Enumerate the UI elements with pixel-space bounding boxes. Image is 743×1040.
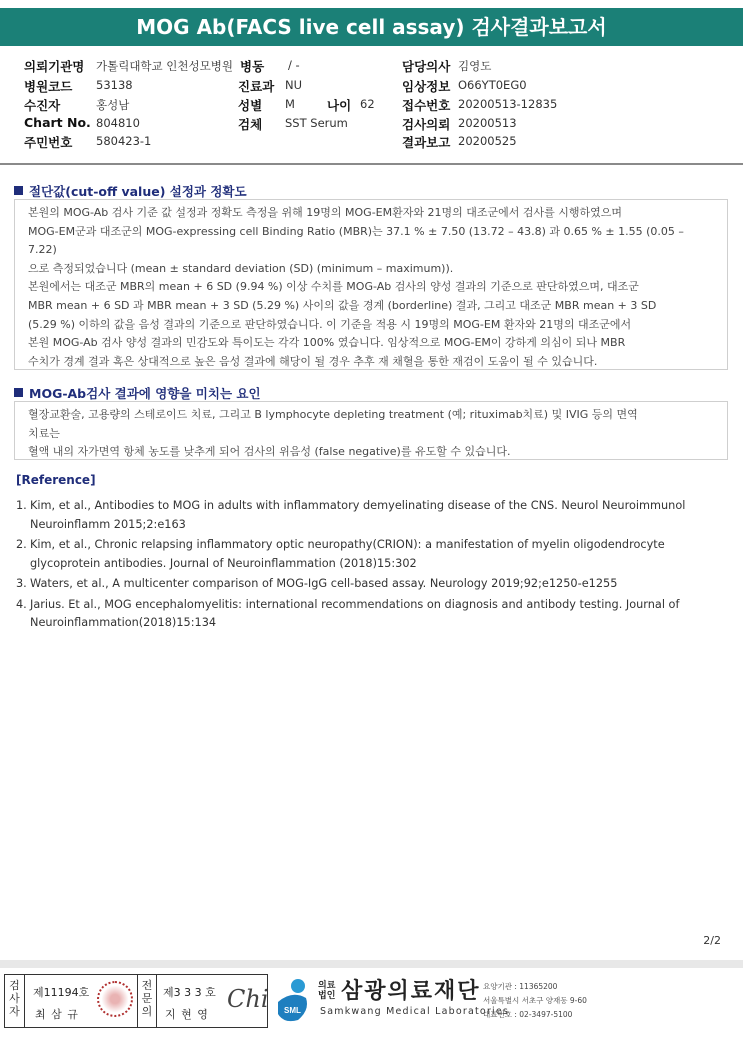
info-label: 진료과 <box>238 79 275 94</box>
square-bullet-icon <box>14 186 23 195</box>
logo-text: SML <box>284 1006 301 1015</box>
reference-text: Kim, et al., Chronic relapsing inflammatory optic neuropathy(CRION): a manifestation of myelin oligodendrocyte <box>30 538 665 551</box>
info-value: 홍성남 <box>96 98 130 112</box>
section-heading-text: 절단값(cut-off value) 설정과 정확도 <box>29 184 247 199</box>
info-value: M <box>285 97 295 111</box>
section-factors-heading <box>14 384 261 402</box>
info-label: 주민번호 <box>24 135 73 150</box>
section-factors-body <box>14 401 728 460</box>
square-bullet-icon <box>14 388 23 397</box>
org-info-line: 대표번호 : 02-3497-5100 <box>483 1010 573 1019</box>
reference-text: Kim, et al., Antibodies to MOG in adults with inflammatory demyelinating disease of the CNS. Neurol Neuroimmunol <box>30 499 686 512</box>
reference-number: 1. <box>16 499 27 512</box>
org-name: 삼광의료재단 <box>341 979 481 1004</box>
reference-number: 2. <box>16 538 27 551</box>
body-line: 본원 MOG-Ab 검사 양성 결과의 민감도와 특이도는 각각 100% 였습니다. 임상적으로 MOG-EM이 강하게 의심이 되나 MBR <box>28 336 626 350</box>
footer-divider <box>0 960 743 968</box>
info-label: 수진자 <box>24 98 61 113</box>
reference-heading: [Reference] <box>16 473 96 487</box>
info-value: 53138 <box>96 78 133 92</box>
report-title: MOG Ab(FACS live cell assay) 검사결과보고서 <box>0 8 743 46</box>
specialist-license: 제3 3 3 호 <box>163 986 216 999</box>
reference-number: 3. <box>16 577 27 590</box>
section-heading-text: MOG-Ab검사 결과에 영향을 미치는 요인 <box>29 386 261 401</box>
examiner-label <box>5 975 25 1027</box>
org-info-line: 요양기관 : 11365200 <box>483 982 558 991</box>
info-label: 결과보고 <box>402 135 451 150</box>
info-value: NU <box>285 78 303 92</box>
org-contact-info <box>483 980 587 1022</box>
specialist-label <box>137 975 157 1027</box>
info-value: 20200525 <box>458 134 517 148</box>
examiner-label-text: 검사자 <box>9 979 20 1018</box>
body-line: MOG-EM군과 대조군의 MOG-expressing cell Binding Ratio (MBR)는 37.1 % ± 7.50 (13.72 – 43.8) 과 0.65 % ± 1.55 (0.05 – <box>28 224 684 238</box>
section-cutoff-body <box>14 199 728 370</box>
reference-item <box>16 596 716 633</box>
org-type: 의료 법인 <box>318 981 336 1001</box>
body-line: 7.22) <box>28 243 57 257</box>
body-line: MBR mean + 6 SD 과 MBR mean + 3 SD (5.29 %) 사이의 값을 경계 (borderline) 결과, 그리고 대조군 MBR mean + 3 SD <box>28 298 657 312</box>
body-line: 으로 측정되었습니다 (mean ± standard deviation (SD) (minimum – maximum)). <box>28 261 454 275</box>
info-label: 검체 <box>238 117 263 132</box>
info-value: 580423-1 <box>96 134 152 148</box>
info-label: 병원코드 <box>24 79 73 94</box>
info-value: O66YT0EG0 <box>458 78 527 92</box>
info-label: 임상정보 <box>402 79 451 94</box>
info-label: 성별 <box>238 98 263 113</box>
reference-list <box>16 497 716 635</box>
body-line: 수치가 경계 결과 혹은 상대적으로 높은 음성 결과에 해당이 될 경우 추후 재 채혈을 통한 재검이 도움이 될 수 있습니다. <box>28 354 598 368</box>
reference-text: Neuroinflamm 2015;2:e163 <box>30 517 186 531</box>
body-line: 혈장교환술, 고용량의 스테로이드 치료, 그리고 B lymphocyte depleting treatment (예; rituximab치료) 및 IVIG 등의 면역 <box>28 408 638 421</box>
handwritten-signature: Chi <box>227 985 269 1013</box>
info-value: 20200513-12835 <box>458 97 558 111</box>
org-info-line: 서울특별시 서초구 양재동 9-60 <box>483 996 587 1005</box>
examiner-license: 제11194호 <box>33 986 90 999</box>
examiner-name: 최 삼 규 <box>35 1008 79 1021</box>
body-line: (5.29 %) 이하의 값을 음성 결과의 기준으로 판단하였습니다. 이 기준을 적용 시 19명의 MOG-EM 환자와 21명의 대조군에서 <box>28 317 632 331</box>
info-value: 62 <box>360 97 375 111</box>
info-label: 검사의뢰 <box>402 117 451 132</box>
page-number: 2/2 <box>703 934 721 947</box>
reference-item <box>16 575 716 594</box>
reference-item <box>16 536 716 573</box>
body-line: 치료는 <box>28 426 60 440</box>
body-line: 본원에서는 대조군 MBR의 mean + 6 SD (9.94 %) 이상 수치를 MOG-Ab 검사의 양성 결과의 기준으로 판단하였으며, 대조군 <box>28 280 639 294</box>
info-value: SST Serum <box>285 116 348 130</box>
reference-number: 4. <box>16 597 27 611</box>
signature-box <box>4 974 268 1028</box>
seal-stamp-icon <box>97 981 133 1017</box>
info-label: 접수번호 <box>402 98 451 113</box>
info-label: 의뢰기관명 <box>24 59 85 74</box>
info-value: 804810 <box>96 116 140 130</box>
info-label: 담당의사 <box>402 59 451 74</box>
reference-text: glycoprotein antibodies. Journal of Neuroinflammation (2018)15:302 <box>30 556 417 570</box>
reference-text: Waters, et al., A multicenter comparison of MOG-IgG cell-based assay. Neurology 2019;92;e1250-e1255 <box>30 577 618 590</box>
specialist-label-text: 전문의 <box>141 979 153 1018</box>
reference-text: Neuroinflammation(2018)15:134 <box>30 616 217 629</box>
body-line: 혈액 내의 자가면역 항체 농도를 낮추게 되어 검사의 위음성 (false negative)를 유도할 수 있습니다. <box>28 445 511 459</box>
divider <box>0 163 743 165</box>
info-label: Chart No. <box>24 115 91 130</box>
sml-logo-icon <box>272 976 312 1024</box>
reference-item <box>16 497 716 534</box>
specialist-name: 지 현 영 <box>165 1008 209 1021</box>
info-label: 나이 <box>327 98 352 113</box>
body-line: 본원의 MOG-Ab 검사 기준 값 설정과 정확도 측정을 위해 19명의 MOG-EM환자와 21명의 대조군에서 검사를 시행하였으며 <box>28 206 622 219</box>
section-cutoff-heading <box>14 182 247 200</box>
org-english-name: Samkwang Medical Laboratories <box>320 1006 510 1017</box>
reference-text: Jarius. Et al., MOG encephalomyelitis: international recommendations on diagnosis and antibody testing. Journal of <box>30 597 680 611</box>
patient-info <box>0 52 743 162</box>
info-value: 김영도 <box>458 59 492 73</box>
info-value: 가톨릭대학교 인천성모병원 <box>96 59 233 73</box>
info-value: / - <box>288 58 300 72</box>
info-value: 20200513 <box>458 116 517 130</box>
info-label: 병동 <box>240 59 265 74</box>
